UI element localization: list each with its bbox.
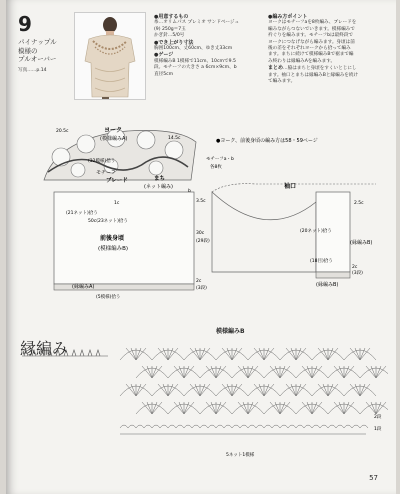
chain-loop: [240, 425, 248, 428]
fan-stitch: [126, 384, 136, 396]
points-line-5: 後の差をそれぞれヨークから拾って編み: [268, 46, 351, 52]
chain-loop: [280, 425, 288, 428]
yoke-label: ヨーク: [104, 127, 123, 134]
gauge-line-1: 模様編みB 1模様で11cm、10cmで9.5: [154, 58, 236, 64]
fan-stitch: [280, 402, 290, 414]
title-line-3: プルオーバー: [18, 55, 57, 63]
photo-reference: 写真……p.14: [18, 67, 47, 73]
row-2-label: 2段: [374, 415, 382, 420]
row-1-label: 1段: [374, 427, 382, 432]
fan-stitch: [232, 348, 242, 360]
sleeve-18-label: (18目)拾う: [310, 259, 333, 264]
fan-stitch: [206, 366, 216, 378]
chain-loop: [184, 425, 192, 428]
fan-stitch: [190, 348, 200, 360]
title-line-2: 模様の: [18, 46, 38, 55]
body-label: 前後身頃: [100, 235, 125, 242]
book-page: [6, 0, 396, 494]
instructions-block: [268, 14, 386, 85]
fan-stitch: [286, 384, 296, 396]
gauge-heading: ●ゲージ: [154, 52, 174, 59]
width-50-label: 50c(23ネット)拾う: [88, 219, 128, 224]
fan-stitch: [344, 366, 354, 378]
sleeve-label: 袖口: [284, 183, 297, 190]
fan-stitch: [366, 366, 376, 378]
chain-loop: [328, 425, 336, 428]
dim-3: (3段): [196, 286, 207, 291]
net-21-label: (21ネット)拾う: [66, 211, 98, 216]
dim-b: b: [188, 189, 191, 194]
pattern-title: [18, 38, 66, 74]
fan-stitch: [142, 402, 152, 414]
fan-stitch: [360, 348, 370, 360]
fan-stitch: [328, 348, 338, 360]
yarn-spec: 糸…オリムパス プレミオ サンドベージュ: [154, 20, 240, 26]
fan-stitch: [174, 402, 184, 414]
gauge-line-2: 段。モチーフの大きさ a 6cm×9cm、b: [154, 65, 237, 71]
pattern-number: 9: [18, 12, 32, 36]
chain-loop: [152, 425, 160, 428]
fan-stitch: [270, 402, 280, 414]
points-line-1: ヨークはモチーフaを8枚編み、ブレードを: [268, 20, 357, 26]
dim-30c: 30c: [196, 231, 205, 236]
page-number: 57: [369, 474, 378, 482]
fan-stitch: [174, 366, 184, 378]
braid-label: ブレード: [106, 178, 128, 184]
fan-stitch: [302, 402, 312, 414]
chain-loop: [248, 425, 256, 428]
chain-loop: [264, 425, 272, 428]
fan-stitch: [216, 402, 226, 414]
chain-loop: [304, 425, 312, 428]
pick-32-label: (32模様)拾う: [88, 159, 116, 164]
finish-line-3: て編みます。: [268, 79, 296, 85]
sleeve-net-label: (20ネット)拾う: [300, 229, 332, 234]
dim-2c: 2c: [196, 279, 202, 284]
main-chart-title: 模様編みB: [216, 328, 245, 335]
chain-loop: [200, 425, 208, 428]
chain-loop: [216, 425, 224, 428]
fan-stitch: [264, 384, 274, 396]
chain-loop: [320, 425, 328, 428]
edge-b2-label: (縁編みB): [316, 282, 339, 288]
chain-loop: [144, 425, 152, 428]
finished-heading: ●でき上がり寸法: [154, 39, 194, 46]
edge-chart: [20, 346, 110, 360]
fan-stitch: [334, 402, 344, 414]
edge-chart-label: 縁編み: [20, 339, 69, 358]
fan-stitch: [360, 384, 370, 396]
fan-stitch: [254, 384, 264, 396]
fan-stitch: [184, 402, 194, 414]
fan-stitch: [184, 366, 194, 378]
fan-stitch: [318, 384, 328, 396]
stitch-chart: [116, 338, 388, 460]
finish-line-1: …脇はまちと身頃をすくいとじにし: [283, 66, 357, 72]
sleeve-shape: [212, 184, 376, 278]
motif-label: モチーフ: [96, 170, 116, 176]
fan-stitch: [168, 384, 178, 396]
garment-photo: [74, 12, 146, 100]
fan-stitch: [158, 384, 168, 396]
fan-stitch: [232, 384, 242, 396]
fan-stitch: [200, 384, 210, 396]
body-sub-label: (模様編みB): [98, 246, 129, 252]
fan-stitch: [350, 348, 360, 360]
dim-1c: 1c: [114, 201, 120, 206]
gauge-line-3: 直径5cm: [154, 71, 174, 77]
finished-size: 胸囲100cm、丈60cm、ゆき丈33cm: [154, 46, 233, 52]
fan-stitch: [206, 402, 216, 414]
sleeve-3: (3段): [352, 271, 363, 276]
fan-stitch: [168, 348, 178, 360]
fan-stitch: [190, 384, 200, 396]
fan-stitch: [264, 348, 274, 360]
fan-stitch: [158, 348, 168, 360]
fan-stitch: [296, 348, 306, 360]
points-heading: ●編み方ポイント: [268, 14, 308, 20]
edge-a-label: (縁編みA): [72, 284, 95, 290]
chain-loop: [360, 425, 368, 428]
fan-stitch: [254, 348, 264, 360]
dim-14c: 14.5c: [168, 136, 181, 141]
fan-stitch: [152, 366, 162, 378]
chain-loop: [232, 425, 240, 428]
fan-stitch: [248, 402, 258, 414]
materials-block: [154, 14, 254, 78]
chain-loop: [176, 425, 184, 428]
chain-loop: [168, 425, 176, 428]
fan-stitch: [200, 348, 210, 360]
chain-loop: [192, 425, 200, 428]
fan-stitch: [248, 366, 258, 378]
sleeve-note: ●ヨーク、前後身頃の編み方は58・59ページ: [216, 138, 318, 144]
fan-stitch: [142, 366, 152, 378]
points-line-7: み終わりは縁編みAを編みます。: [268, 58, 336, 64]
pattern-repeat-label: (5模様)拾う: [96, 295, 121, 300]
chain-loop: [344, 425, 352, 428]
gusset-sub-label: (ネット編み): [144, 184, 173, 190]
fan-stitch: [328, 384, 338, 396]
fan-stitch: [296, 384, 306, 396]
fan-stitch: [136, 348, 146, 360]
chain-loop: [288, 425, 296, 428]
fan-stitch: [376, 402, 386, 414]
fan-stitch: [222, 348, 232, 360]
fan-stitch: [376, 366, 386, 378]
dim-20c: 20.5c: [56, 129, 69, 134]
fan-stitch: [222, 384, 232, 396]
motif-ab-label: モチーフa・b: [206, 157, 234, 162]
sleeve-2-5: 2.5c: [354, 201, 364, 206]
points-line-3: 衿ぐりを編みます。モチーフbは最終段で: [268, 33, 354, 39]
fan-stitch: [280, 366, 290, 378]
fan-stitch: [136, 384, 146, 396]
points-line-4: ヨークにつなげながら編みます。身頃は前: [268, 39, 355, 45]
dim-3-5: 3.5c: [196, 199, 206, 204]
fan-stitch: [152, 402, 162, 414]
materials-heading: ●用意するもの: [154, 14, 189, 20]
garment-schematic: [16, 122, 396, 312]
fan-stitch: [312, 366, 322, 378]
gusset-label: まち: [154, 176, 166, 182]
sleeve-edge-b: (縁編みB): [350, 240, 373, 246]
fan-stitch: [318, 348, 328, 360]
fan-stitch: [238, 402, 248, 414]
chain-loop: [336, 425, 344, 428]
motif-count: 各8枚: [210, 165, 222, 170]
fan-stitch: [366, 402, 376, 414]
chain-loop: [296, 425, 304, 428]
finish-line-2: ます。袖口とまちは縁編みBと縁編みを続け: [268, 72, 359, 78]
chain-loop: [128, 425, 136, 428]
fan-stitch: [270, 366, 280, 378]
fan-stitch: [216, 366, 226, 378]
fan-stitch: [344, 402, 354, 414]
finish-heading: まとめ: [268, 65, 284, 72]
hook-size: かぎ針…5/0号: [154, 33, 185, 39]
fan-stitch: [350, 384, 360, 396]
repeat-label: 5ネット1模様: [226, 453, 255, 458]
points-line-6: ます。まちに続けて模様編みBで裾まで編: [268, 52, 354, 58]
fan-stitch: [126, 348, 136, 360]
chain-loop: [208, 425, 216, 428]
chain-loop: [224, 425, 232, 428]
yoke-sub-label: (模様編みA): [100, 136, 128, 142]
fan-stitch: [334, 366, 344, 378]
chain-loop: [272, 425, 280, 428]
chain-loop: [256, 425, 264, 428]
chain-loop: [120, 425, 128, 428]
chain-loop: [136, 425, 144, 428]
fan-stitch: [302, 366, 312, 378]
chain-loop: [352, 425, 360, 428]
title-line-1: パイナップル: [18, 38, 57, 46]
fan-stitch: [312, 402, 322, 414]
chain-loop: [160, 425, 168, 428]
chain-loop: [312, 425, 320, 428]
points-line-2: 編みながらつないでいきます。模様編みで: [268, 26, 355, 32]
dim-29: (29段): [196, 239, 210, 244]
sleeve-2c: 2c: [352, 265, 358, 270]
fan-stitch: [286, 348, 296, 360]
fan-stitch: [238, 366, 248, 378]
yarn-amount: (9) 250g＝7玉: [154, 26, 186, 32]
